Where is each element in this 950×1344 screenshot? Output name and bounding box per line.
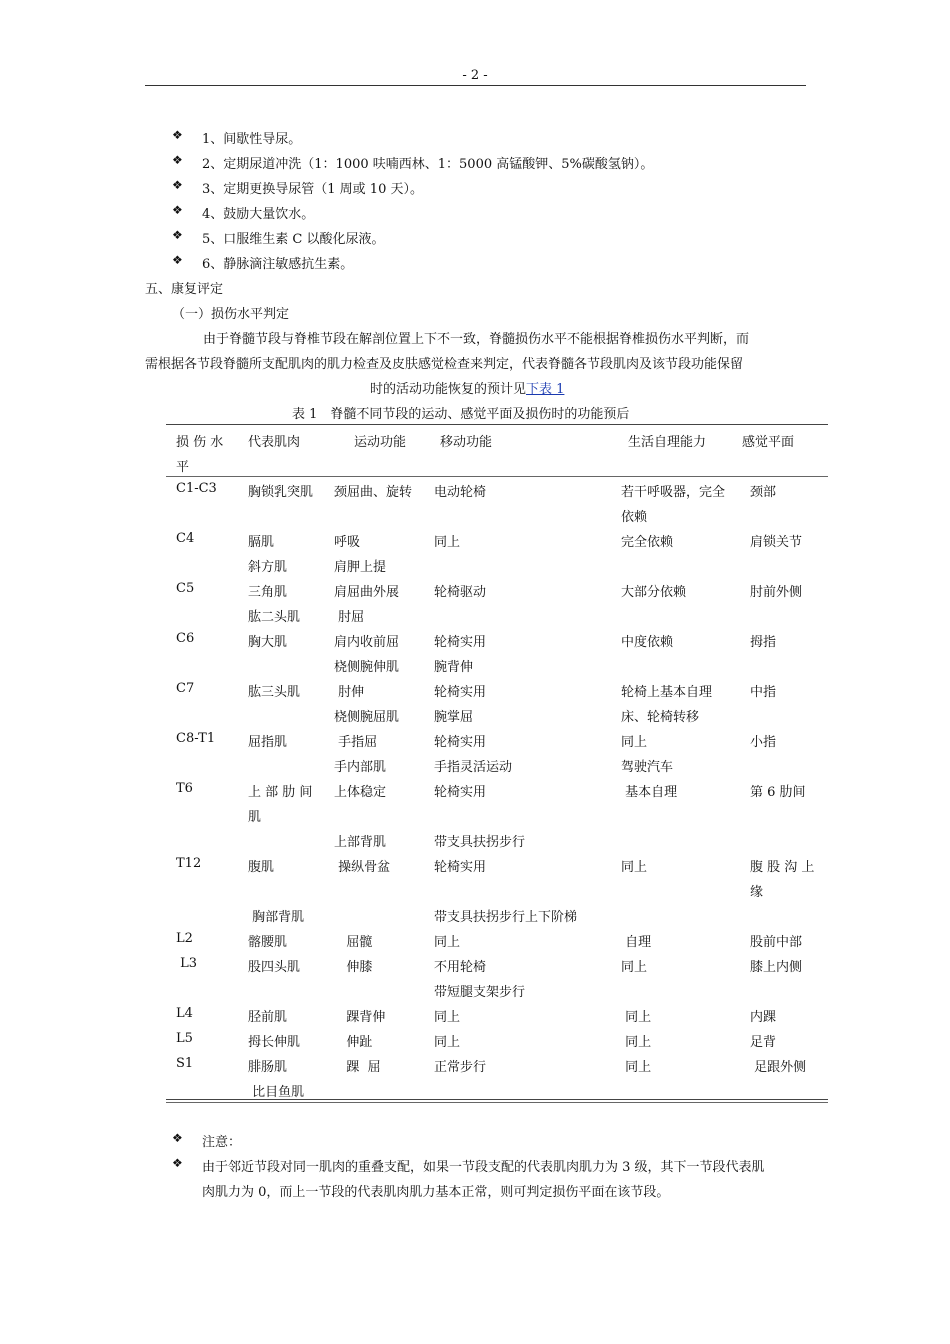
cell-mobility: 轮椅实用 xyxy=(434,785,487,800)
cell-muscle: 胸大肌 xyxy=(248,635,288,650)
cell-muscle: 股四头肌 xyxy=(248,960,301,975)
paragraph-line-1: 由于脊髓节段与脊椎节段在解剖位置上下不一致，脊髓损伤水平不能根据脊椎损伤水平判断，而 xyxy=(203,332,750,347)
cell-mobility: 同上 xyxy=(434,935,461,950)
bullet-text: 2、定期尿道冲洗（1：1000 呋喃西林、1：5000 高锰酸钾、5%碳酸氢钠）。 xyxy=(202,157,654,172)
header-motor: 运动功能 xyxy=(354,435,407,450)
cell-motor: 肩屈曲外展 xyxy=(334,585,400,600)
subsection-heading: （一）损伤水平判定 xyxy=(172,307,290,322)
cell-motor: 伸膝 xyxy=(334,960,373,975)
note-bullet-icon-2: ❖ xyxy=(172,1156,183,1170)
cell-sensory: 拇指 xyxy=(750,635,777,650)
cell-muscle: 上 部 肋 间 xyxy=(248,785,313,800)
bullet-text: 4、鼓励大量饮水。 xyxy=(202,207,315,222)
cell-selfcare: 同上 xyxy=(621,960,648,975)
cell-mobility: 带支具扶拐步行 xyxy=(434,835,526,850)
cell-sensory: 缘 xyxy=(750,885,764,900)
cell-mobility: 不用轮椅 xyxy=(434,960,487,975)
cell-level: C6 xyxy=(176,631,195,646)
cell-motor: 踝背伸 xyxy=(334,1010,386,1025)
cell-sensory: 膝上内侧 xyxy=(750,960,803,975)
cell-motor: 伸趾 xyxy=(334,1035,373,1050)
cell-muscle: 膈肌 xyxy=(248,535,275,550)
header-selfcare: 生活自理能力 xyxy=(628,435,707,450)
cell-mobility: 同上 xyxy=(434,535,461,550)
table-1-link[interactable]: 下表 1 xyxy=(526,382,565,397)
bullet-diamond-icon: ❖ xyxy=(172,178,183,192)
bullet-text: 3、定期更换导尿管（1 周或 10 天）。 xyxy=(202,182,423,197)
note-line-1: 由于邻近节段对同一肌肉的重叠支配，如果一节段支配的代表肌肉肌力为 3 级，其下一节段代表肌 xyxy=(202,1160,765,1175)
cell-level: S1 xyxy=(176,1056,194,1071)
cell-muscle: 三角肌 xyxy=(248,585,288,600)
table-header-rule xyxy=(166,476,828,477)
cell-mobility: 轮椅实用 xyxy=(434,735,487,750)
cell-mobility: 同上 xyxy=(434,1035,461,1050)
cell-mobility: 轮椅驱动 xyxy=(434,585,487,600)
paragraph-line-3-text: 时的活动功能恢复的预计见 xyxy=(370,382,527,397)
note-bullet-icon-1: ❖ xyxy=(172,1131,183,1145)
cell-muscle: 拇长伸肌 xyxy=(248,1035,301,1050)
cell-muscle: 屈指肌 xyxy=(248,735,288,750)
bullet-text: 5、口服维生素 C 以酸化尿液。 xyxy=(202,232,385,247)
cell-level: C1-C3 xyxy=(176,481,217,496)
header-level-b: 平 xyxy=(176,460,190,475)
cell-selfcare: 依赖 xyxy=(621,510,648,525)
cell-level: C5 xyxy=(176,581,195,596)
cell-sensory: 股前中部 xyxy=(750,935,803,950)
cell-motor: 操纵骨盆 xyxy=(334,860,391,875)
cell-motor: 肘屈 xyxy=(334,610,365,625)
cell-sensory: 肩锁关节 xyxy=(750,535,803,550)
cell-sensory: 第 6 肋间 xyxy=(750,785,806,800)
cell-motor: 踝 屈 xyxy=(334,1060,381,1075)
header-muscle: 代表肌肉 xyxy=(248,435,301,450)
cell-mobility: 电动轮椅 xyxy=(434,485,487,500)
table-caption: 表 1 脊髓不同节段的运动、感觉平面及损伤时的功能预后 xyxy=(292,407,630,422)
cell-sensory: 颈部 xyxy=(750,485,777,500)
cell-sensory: 腹 股 沟 上 xyxy=(750,860,815,875)
cell-motor: 桡侧腕伸肌 xyxy=(334,660,400,675)
cell-muscle: 肌 xyxy=(248,810,262,825)
table-bottom-rule-1 xyxy=(166,1099,828,1100)
cell-muscle: 腹肌 xyxy=(248,860,275,875)
cell-level: C4 xyxy=(176,531,195,546)
bullet-diamond-icon: ❖ xyxy=(172,128,183,142)
cell-muscle: 肱二头肌 xyxy=(248,610,301,625)
cell-motor: 肩内收前屈 xyxy=(334,635,400,650)
cell-mobility: 轮椅实用 xyxy=(434,860,487,875)
cell-mobility: 腕掌屈 xyxy=(434,710,474,725)
cell-mobility: 带支具扶拐步行上下阶梯 xyxy=(434,910,578,925)
cell-selfcare: 同上 xyxy=(621,860,648,875)
header-rule xyxy=(145,85,806,86)
header-level-a: 损 伤 水 xyxy=(176,435,224,450)
cell-sensory: 肘前外侧 xyxy=(750,585,803,600)
bullet-diamond-icon: ❖ xyxy=(172,228,183,242)
bullet-diamond-icon: ❖ xyxy=(172,203,183,217)
bullet-text: 6、静脉滴注敏感抗生素。 xyxy=(202,257,354,272)
note-line-2: 肉肌力为 0，而上一节段的代表肌肉肌力基本正常，则可判定损伤平面在该节段。 xyxy=(202,1185,670,1200)
cell-selfcare: 中度依赖 xyxy=(621,635,674,650)
cell-motor: 上体稳定 xyxy=(334,785,387,800)
cell-level: L2 xyxy=(176,931,193,946)
cell-muscle: 髂腰肌 xyxy=(248,935,288,950)
cell-selfcare: 同上 xyxy=(621,1010,652,1025)
cell-selfcare: 同上 xyxy=(621,1035,652,1050)
cell-mobility: 腕背伸 xyxy=(434,660,474,675)
cell-sensory: 足跟外侧 xyxy=(750,1060,807,1075)
cell-muscle: 肱三头肌 xyxy=(248,685,301,700)
cell-muscle: 胫前肌 xyxy=(248,1010,288,1025)
cell-mobility: 带短腿支架步行 xyxy=(434,985,526,1000)
paragraph-line-2: 需根据各节段脊髓所支配肌肉的肌力检查及皮肤感觉检查来判定，代表脊髓各节段肌肉及该节段功能保留 xyxy=(145,357,744,372)
cell-selfcare: 同上 xyxy=(621,1060,652,1075)
header-sensory: 感觉平面 xyxy=(742,435,795,450)
cell-selfcare: 若干呼吸器，完全 xyxy=(621,485,726,500)
cell-mobility: 手指灵活运动 xyxy=(434,760,513,775)
table-top-rule xyxy=(166,424,828,425)
cell-motor: 呼吸 xyxy=(334,535,361,550)
cell-level: T12 xyxy=(176,856,202,871)
cell-selfcare: 大部分依赖 xyxy=(621,585,687,600)
cell-selfcare: 驾驶汽车 xyxy=(621,760,674,775)
cell-level: L3 xyxy=(176,956,198,971)
cell-selfcare: 床、轮椅转移 xyxy=(621,710,700,725)
cell-muscle: 斜方肌 xyxy=(248,560,288,575)
cell-selfcare: 同上 xyxy=(621,735,648,750)
note-title: 注意： xyxy=(202,1135,242,1150)
cell-level: L4 xyxy=(176,1006,193,1021)
cell-mobility: 轮椅实用 xyxy=(434,685,487,700)
cell-motor: 肘伸 xyxy=(334,685,365,700)
cell-mobility: 正常步行 xyxy=(434,1060,487,1075)
cell-motor: 桡侧腕屈肌 xyxy=(334,710,400,725)
cell-sensory: 内踝 xyxy=(750,1010,777,1025)
cell-sensory: 小指 xyxy=(750,735,777,750)
header-mobility: 移动功能 xyxy=(440,435,493,450)
page-number: - 2 - xyxy=(462,68,488,83)
cell-sensory: 中指 xyxy=(750,685,777,700)
cell-muscle: 比目鱼肌 xyxy=(248,1085,305,1100)
cell-selfcare: 轮椅上基本自理 xyxy=(621,685,713,700)
cell-selfcare: 自理 xyxy=(621,935,652,950)
cell-motor: 颈屈曲、旋转 xyxy=(334,485,413,500)
bullet-diamond-icon: ❖ xyxy=(172,153,183,167)
table-bottom-rule-2 xyxy=(166,1102,828,1103)
cell-mobility: 同上 xyxy=(434,1010,461,1025)
cell-selfcare: 基本自理 xyxy=(621,785,678,800)
paragraph-line-3 xyxy=(370,378,564,397)
cell-muscle: 胸部背肌 xyxy=(248,910,305,925)
cell-sensory: 足背 xyxy=(750,1035,777,1050)
bullet-text: 1、间歇性导尿。 xyxy=(202,132,302,147)
cell-motor: 肩胛上提 xyxy=(334,560,387,575)
cell-muscle: 胸锁乳突肌 xyxy=(248,485,314,500)
cell-selfcare: 完全依赖 xyxy=(621,535,674,550)
cell-level: T6 xyxy=(176,781,193,796)
cell-level: C7 xyxy=(176,681,195,696)
cell-motor: 手内部肌 xyxy=(334,760,387,775)
cell-mobility: 轮椅实用 xyxy=(434,635,487,650)
cell-muscle: 腓肠肌 xyxy=(248,1060,288,1075)
cell-motor: 屈髋 xyxy=(334,935,373,950)
section-heading: 五、康复评定 xyxy=(145,282,224,297)
bullet-diamond-icon: ❖ xyxy=(172,253,183,267)
cell-level: L5 xyxy=(176,1031,193,1046)
cell-motor: 手指屈 xyxy=(334,735,378,750)
cell-motor: 上部背肌 xyxy=(334,835,387,850)
cell-level: C8-T1 xyxy=(176,731,216,746)
